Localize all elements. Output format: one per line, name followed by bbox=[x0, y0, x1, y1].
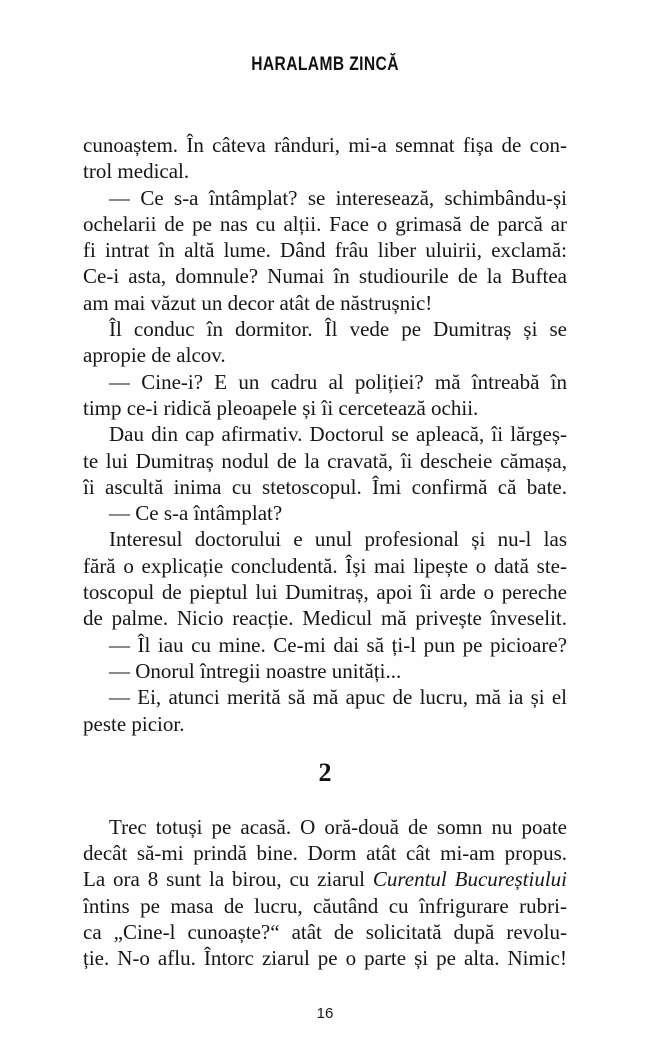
text-segment: — Îl iau cu mine. Ce-mi dai să ți-l pun pe picioare? bbox=[109, 632, 567, 657]
text-line bbox=[83, 711, 567, 737]
text-segment: îi ascultă inima cu stetoscopul. Îmi confirmă că bate. bbox=[83, 474, 567, 499]
text-segment: trol medical. bbox=[83, 159, 190, 184]
author-name: HARALAMB ZINCĂ bbox=[251, 54, 399, 75]
text-line bbox=[83, 866, 567, 892]
text-line bbox=[83, 919, 567, 945]
text-line bbox=[83, 185, 567, 211]
text-line bbox=[83, 814, 567, 840]
running-header bbox=[0, 54, 650, 76]
text-line bbox=[83, 211, 567, 237]
text-line bbox=[83, 553, 567, 579]
text-segment: toscopul de pieptul lui Dumitraș, apoi îi arde o pereche bbox=[83, 580, 567, 605]
text-segment: Interesul doctorului e unul profesional și nu-l las bbox=[109, 527, 567, 552]
text-segment: ca „Cine-l cunoaște?“ atât de solicitată după revolu- bbox=[83, 920, 567, 945]
text-line bbox=[83, 526, 567, 552]
text-segment: peste picior. bbox=[83, 711, 185, 736]
text-line bbox=[83, 579, 567, 605]
text-line bbox=[83, 158, 567, 184]
text-line bbox=[83, 893, 567, 919]
text-line bbox=[83, 474, 567, 500]
text-segment: apropie de alcov. bbox=[83, 343, 226, 368]
text-segment: ție. N-o aflu. Întorc ziarul pe o parte și pe alta. Nimic! bbox=[83, 946, 567, 971]
text-segment: fi intrat în altă lume. Dând frâu liber uluirii, exclamă: bbox=[83, 238, 567, 263]
text-block-part1 bbox=[83, 132, 567, 737]
text-line bbox=[83, 632, 567, 658]
text-line bbox=[83, 316, 567, 342]
text-segment: fără o explicație concludentă. Își mai lipește o dată ste- bbox=[83, 553, 567, 578]
text-line bbox=[83, 290, 567, 316]
text-block-part2 bbox=[83, 814, 567, 972]
page-number: 16 bbox=[316, 1005, 334, 1022]
text-line bbox=[83, 658, 567, 684]
text-segment: — Ei, atunci merită să mă apuc de lucru, mă ia și el bbox=[109, 685, 567, 710]
text-line bbox=[83, 840, 567, 866]
text-line bbox=[83, 448, 567, 474]
page-body bbox=[83, 132, 567, 972]
text-line bbox=[83, 263, 567, 289]
text-segment: întins pe masa de lucru, căutând cu înfrigurare rubri- bbox=[83, 893, 567, 918]
text-line bbox=[83, 132, 567, 158]
text-segment: am mai văzut un decor atât de năstrușnic! bbox=[83, 290, 433, 315]
text-segment: Ce-i asta, domnule? Numai în studiourile de la Buftea bbox=[83, 264, 567, 289]
text-line bbox=[83, 237, 567, 263]
text-line bbox=[83, 421, 567, 447]
text-line bbox=[83, 342, 567, 368]
text-line bbox=[83, 500, 567, 526]
text-segment: Dau din cap afirmativ. Doctorul se apleacă, îi lărgeș- bbox=[109, 422, 567, 447]
text-segment: de palme. Nicio reacție. Medicul mă privește înveselit. bbox=[83, 606, 567, 631]
text-line bbox=[83, 369, 567, 395]
text-line bbox=[83, 945, 567, 971]
text-segment: — Onorul întregii noastre unități... bbox=[109, 658, 402, 683]
text-line bbox=[83, 684, 567, 710]
text-segment: cunoaștem. În câteva rânduri, mi-a semnat fișa de con- bbox=[83, 133, 567, 157]
text-segment: La ora 8 sunt la birou, cu ziarul bbox=[83, 867, 373, 892]
text-segment: — Ce s-a întâmplat? bbox=[109, 501, 283, 526]
italic-text-segment: Curentul Bucureștiului bbox=[372, 867, 567, 892]
page-footer bbox=[0, 1005, 650, 1023]
section-number: 2 bbox=[318, 757, 332, 787]
text-segment: decât să-mi prindă bine. Dorm atât cât mi-am propus. bbox=[83, 841, 567, 866]
text-segment: te lui Dumitraș nodul de la cravată, îi descheie cămașa, bbox=[83, 448, 567, 473]
text-line bbox=[83, 395, 567, 421]
text-segment: Trec totuși pe acasă. O oră-două de somn nu poate bbox=[109, 814, 567, 839]
text-segment: — Cine-i? E un cadru al poliției? mă întreabă în bbox=[109, 369, 567, 394]
text-segment: ochelarii de pe nas cu alții. Face o grimasă de parcă ar bbox=[83, 211, 567, 236]
text-segment: Îl conduc în dormitor. Îl vede pe Dumitraș și se bbox=[109, 317, 567, 342]
text-segment: — Ce s-a întâmplat? se interesează, schimbându-și bbox=[109, 185, 567, 210]
text-line bbox=[83, 605, 567, 631]
text-segment: timp ce-i ridică pleoapele și îi cercetează ochii. bbox=[83, 395, 479, 420]
